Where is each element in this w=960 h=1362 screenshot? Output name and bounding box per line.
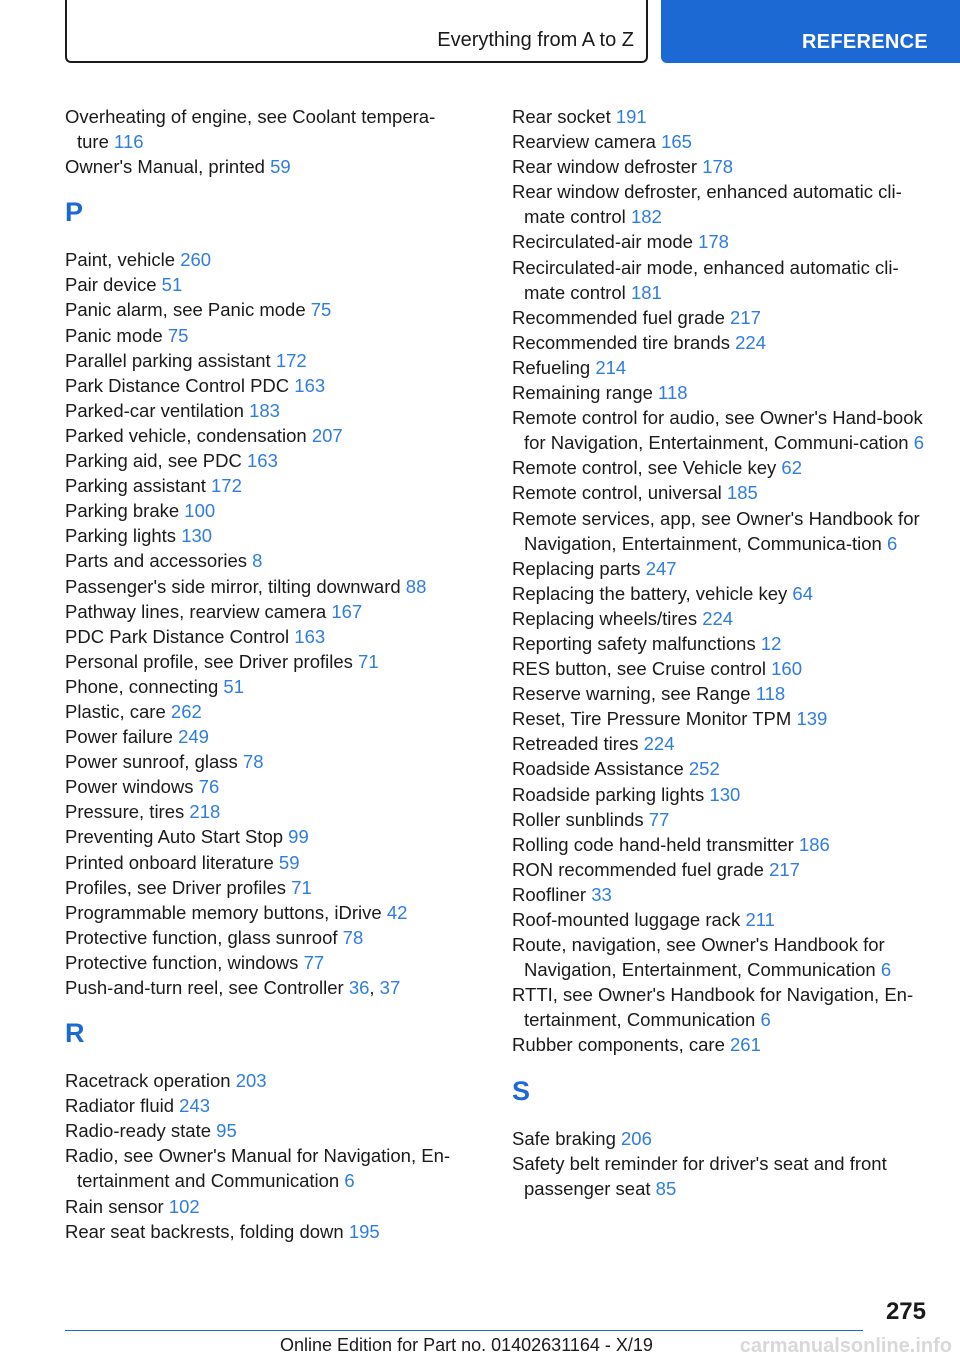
index-column-left [65,104,465,1244]
index-entry-text: Roadside Assistance [512,758,684,780]
index-entry [512,506,932,556]
index-entry-text: Plastic, care [65,700,166,722]
index-entry [512,380,932,405]
index-entry-text: Radiator fluid [65,1095,175,1117]
index-entry [512,455,932,480]
index-entry-text: Rearview camera [512,131,656,153]
index-entry: Push-and-turn reel, see Controller 36, 37 [65,977,401,998]
index-entry-text: Remote control, universal [512,482,722,504]
index-entry [512,179,932,229]
index-entry [512,480,932,505]
index-entry-text: Parking assistant [65,475,206,497]
page-reference-link[interactable]: 62 [781,457,802,479]
index-entry [512,681,932,706]
index-entry-text: Roadside parking lights [512,783,705,805]
index-entry-text: Owner's Manual, printed [65,156,265,178]
index-entry [65,348,465,373]
index-entry-text: Power windows [65,776,194,798]
index-entry [65,950,465,975]
index-entry [512,305,932,330]
index-entry-text: Racetrack operation [65,1070,231,1092]
page-reference-link[interactable]: 217 [769,858,800,880]
index-entry-text: Roof-mounted luggage rack [512,909,741,930]
index-entry-text: Parking brake [65,500,180,522]
page-reference-link[interactable]: 224 [702,607,734,629]
reference-tab [661,0,960,63]
page-reference-link[interactable]: 36 [348,977,370,998]
page-reference-link[interactable]: 77 [648,808,670,830]
index-entry-text: Panic alarm, see Panic mode [65,299,306,321]
page-reference-link[interactable]: 224 [643,733,675,755]
index-entry [512,330,932,355]
index-entry [65,373,465,398]
page-reference-link[interactable]: 130 [181,525,213,547]
page-reference-link[interactable]: 8 [252,550,263,572]
index-entry-text: RTTI, see Owner's Handbook for Navigation, En-tertainment, Communication [512,984,914,1031]
index-entry [65,448,465,473]
index-entry-text: Pathway lines, rearview camera [65,600,327,622]
page-reference-link[interactable]: 75 [167,324,189,346]
index-entry-text: Parking aid, see PDC [65,450,242,472]
index-entry [65,749,465,774]
index-entry [65,548,465,573]
index-entry [65,1118,465,1143]
index-entry [65,674,465,699]
index-entry-text: Safe braking [512,1127,616,1149]
index-entry-text: Power failure [65,726,173,748]
index-entry-text: Remote control, see Vehicle key [512,457,777,479]
index-entry-text: Parked vehicle, condensation [65,424,307,446]
index-entry [512,581,932,606]
page-reference-link[interactable]: 139 [796,708,828,730]
index-entry [65,247,465,272]
index-entry [65,423,465,448]
index-entry-text: Profiles, see Driver profiles [65,876,287,898]
page-reference-link[interactable]: 6 [886,532,898,554]
index-entry [512,756,932,781]
page-reference-link[interactable]: 78 [242,751,264,773]
index-entry [512,1032,932,1057]
page-reference-link[interactable]: 186 [798,833,830,855]
index-entry [65,1143,465,1193]
index-entry [65,699,465,724]
index-entry [65,297,465,322]
index-entry [65,498,465,523]
index-entry [512,882,932,907]
page-reference-link[interactable]: 249 [178,726,209,748]
page-reference-link[interactable]: 167 [331,600,363,622]
page-reference-link[interactable]: 182 [630,206,662,228]
index-entry-text: Retreaded tires [512,733,639,755]
page-reference-link[interactable]: 247 [645,557,677,579]
index-entry-text: Park Distance Control PDC [65,374,290,396]
index-entry [512,154,932,179]
footer-rule [65,1330,863,1331]
page-reference-link[interactable]: 59 [278,851,300,873]
page-reference-link[interactable]: 217 [730,306,761,328]
index-entry-text: Parking lights [65,525,177,547]
page-number: 275 [885,1298,926,1325]
index-entry-text: Replacing the battery, vehicle key [512,582,788,604]
index-entry [65,1093,465,1118]
index-entry [65,473,465,498]
page-reference-link[interactable]: 33 [591,883,612,905]
page-reference-link[interactable]: 165 [661,131,692,153]
page-reference-link[interactable]: 211 [745,909,775,930]
index-entry-text: Programmable memory buttons, iDrive [65,901,382,923]
index-entry-text: Preventing Auto Start Stop [65,826,284,848]
index-entry [512,104,932,129]
page-reference-link[interactable]: 59 [270,156,291,178]
index-entry [65,1219,465,1244]
index-entry-text: Recirculated-air mode, enhanced automatic cli-mate control [512,256,899,303]
page-reference-link[interactable]: 224 [735,331,767,353]
page-reference-link[interactable]: 218 [189,801,221,823]
page-reference-link[interactable]: 163 [247,450,278,472]
index-column-right [512,104,932,1201]
page-reference-link[interactable]: 6 [913,432,924,454]
index-entry-text: Rain sensor [65,1195,164,1217]
index-entry [65,824,465,849]
index-entry-text: Radio-ready state [65,1120,212,1142]
page-reference-link[interactable]: 252 [688,758,720,780]
index-entry-text: Route, navigation, see Owner's Handbook for Navigation, Entertainment, Communication [512,934,885,981]
page-reference-link[interactable]: 99 [288,826,309,848]
page-reference-link[interactable]: 116 [114,131,144,153]
page-reference-link[interactable]: 178 [702,156,734,178]
page-reference-link[interactable]: 6 [344,1170,355,1192]
page-reference-link[interactable]: 76 [198,776,220,798]
page-reference-link[interactable]: 207 [311,424,343,446]
index-entry [512,932,932,982]
index-entry [512,807,932,832]
index-entry-text: Rear window defroster [512,156,698,178]
index-entry [65,925,465,950]
index-entry [512,782,932,807]
index-entry [65,649,465,674]
index-letter-heading: S [512,1075,531,1106]
index-entry-text: RON recommended fuel grade [512,858,764,880]
page-reference-link[interactable]: 214 [595,356,627,378]
index-entry-text: Rubber components, care [512,1034,725,1056]
index-entry-text: RES button, see Cruise control [512,658,766,680]
index-entry-text: Rear socket [512,106,611,127]
index-entry-text: Roofliner [512,883,587,905]
index-entry-text: Remote control for audio, see Owner's Hand-book for Navigation, Entertainment, Communi-cation [512,407,923,454]
index-entry [65,724,465,749]
page-reference-link[interactable]: 88 [405,575,427,597]
page-reference-link[interactable]: 12 [760,632,782,654]
page-reference-link[interactable]: 64 [792,582,813,604]
index-entry-text: Remaining range [512,382,653,404]
page-reference-link[interactable]: 95 [216,1120,237,1142]
page-reference-link[interactable]: 260 [180,249,212,271]
page-reference-link[interactable]: 37 [379,977,401,998]
index-entry [512,656,932,681]
page-reference-link[interactable]: 172 [211,475,242,497]
index-entry-text: Remote services, app, see Owner's Handbook for Navigation, Entertainment, Communica-tion [512,507,920,554]
index-letter-heading: P [65,197,84,228]
index-entry [512,556,932,581]
index-entry [65,850,465,875]
page-reference-link[interactable]: 118 [755,683,786,705]
index-entry [65,154,465,179]
page-reference-link[interactable]: 261 [730,1034,761,1056]
page-reference-link[interactable]: 185 [726,482,758,504]
page-reference-link[interactable]: 206 [621,1127,652,1149]
index-entry [512,1126,932,1151]
index-entry-text: Recommended tire brands [512,331,730,353]
index-entry [65,875,465,900]
index-entry-text: Overheating of engine, see Coolant tempera-ture [65,106,436,153]
index-entry [65,599,465,624]
index-entry-text: Replacing wheels/tires [512,607,698,629]
page-reference-link[interactable]: 100 [184,500,216,522]
index-entry-text: Panic mode [65,324,163,346]
index-entry [65,523,465,548]
index-entry [65,574,465,599]
index-entry [512,907,932,932]
index-entry-text: Personal profile, see Driver profiles [65,650,353,672]
index-entry [512,405,932,455]
index-entry [512,982,932,1032]
page-reference-link[interactable]: 191 [615,106,647,127]
index-entry-text: Rolling code hand-held transmitter [512,833,794,855]
index-entry [65,104,465,154]
index-entry-text: Reporting safety malfunctions [512,632,756,654]
page-reference-link[interactable]: 163 [294,625,326,647]
index-entry-text: Paint, vehicle [65,249,176,271]
index-entry-text: PDC Park Distance Control [65,625,290,647]
index-entry-text: Recommended fuel grade [512,306,725,328]
section-title: Everything from A to Z [437,29,634,51]
index-entry-text: Parked-car ventilation [65,399,244,421]
index-entry-text: Rear window defroster, enhanced automatic cli-mate control [512,181,902,228]
index-entry-text: Protective function, windows [65,951,299,973]
index-entry [512,129,932,154]
index-entry [512,606,932,631]
page-reference-link[interactable]: 42 [386,901,408,923]
page-reference-link[interactable]: 71 [358,650,379,672]
index-entry-text: Protective function, glass sunroof [65,926,338,948]
page-reference-link[interactable]: 163 [294,374,326,396]
index-letter-heading: R [65,1018,85,1049]
page-reference-link[interactable]: 51 [161,274,183,296]
index-entry-text: Parallel parking assistant [65,349,271,371]
index-entry-text: Roller sunblinds [512,808,644,830]
index-entry [512,255,932,305]
page-reference-link[interactable]: 85 [655,1177,677,1199]
index-entry [65,323,465,348]
index-entry-text: Parts and accessories [65,550,248,572]
index-entry [512,229,932,254]
index-entry-text: Replacing parts [512,557,641,579]
index-entry [512,355,932,380]
index-entry [65,799,465,824]
index-entry-text: Radio, see Owner's Manual for Navigation, En-tertainment and Communication [65,1145,451,1192]
index-entry-text: Reset, Tire Pressure Monitor TPM [512,708,792,730]
page-reference-link[interactable]: 203 [235,1070,267,1092]
index-entry-text: Refueling [512,356,591,378]
page-reference-link[interactable]: 160 [771,658,803,680]
index-entry [512,857,932,882]
index-entry [512,1151,932,1201]
page-reference-link[interactable]: 77 [303,951,325,973]
index-entry [512,832,932,857]
page-reference-link[interactable]: 102 [168,1195,200,1217]
index-entry-text: Pair device [65,274,157,296]
index-entry-text: Pressure, tires [65,801,185,823]
index-entry-text: Power sunroof, glass [65,751,238,773]
page-reference-link[interactable]: 243 [179,1095,211,1117]
index-entry-text: Passenger's side mirror, tilting downward [65,575,401,597]
index-entry [65,398,465,423]
page-reference-link[interactable]: 183 [249,399,280,421]
page-reference-link[interactable]: 172 [275,349,307,371]
index-entry-text: Push-and-turn reel, see Controller [65,977,344,998]
index-entry [512,706,932,731]
page-reference-link[interactable]: 181 [630,281,662,303]
index-entry [65,900,465,925]
page-reference-link[interactable]: 130 [709,783,741,805]
footer-edition-text: Online Edition for Part no. 01402631164 - X/19 [280,1335,653,1355]
index-entry [65,272,465,297]
page-reference-link[interactable]: 6 [760,1009,771,1031]
page-reference-link[interactable]: 78 [342,926,364,948]
index-entry [65,774,465,799]
page-reference-link[interactable]: 178 [698,231,729,253]
page-reference-link[interactable]: 6 [880,959,892,981]
index-entry-text: Rear seat backrests, folding down [65,1220,344,1242]
page-reference-link[interactable]: 75 [310,299,332,321]
index-entry-text: Recirculated-air mode [512,231,693,253]
index-entry [65,1194,465,1219]
page-reference-link[interactable]: 51 [223,675,244,697]
index-entry [65,1068,465,1093]
reference-tab-label: REFERENCE [801,31,928,53]
page-reference-link[interactable]: 195 [348,1220,380,1242]
index-entry [65,624,465,649]
page-reference-link[interactable]: 118 [658,382,688,404]
watermark-logo: carmanualsonline.info [739,1335,952,1357]
index-entry-text: Printed onboard literature [65,851,274,873]
index-entry-text: Safety belt reminder for driver's seat and front passenger seat [512,1152,887,1199]
index-entry-text: Reserve warning, see Range [512,683,751,705]
index-entry-text: Phone, connecting [65,675,219,697]
section-header [65,0,648,63]
page-reference-link[interactable]: 262 [170,700,202,722]
page-reference-link[interactable]: 71 [291,876,312,898]
index-entry [512,631,932,656]
index-entry [512,731,932,756]
